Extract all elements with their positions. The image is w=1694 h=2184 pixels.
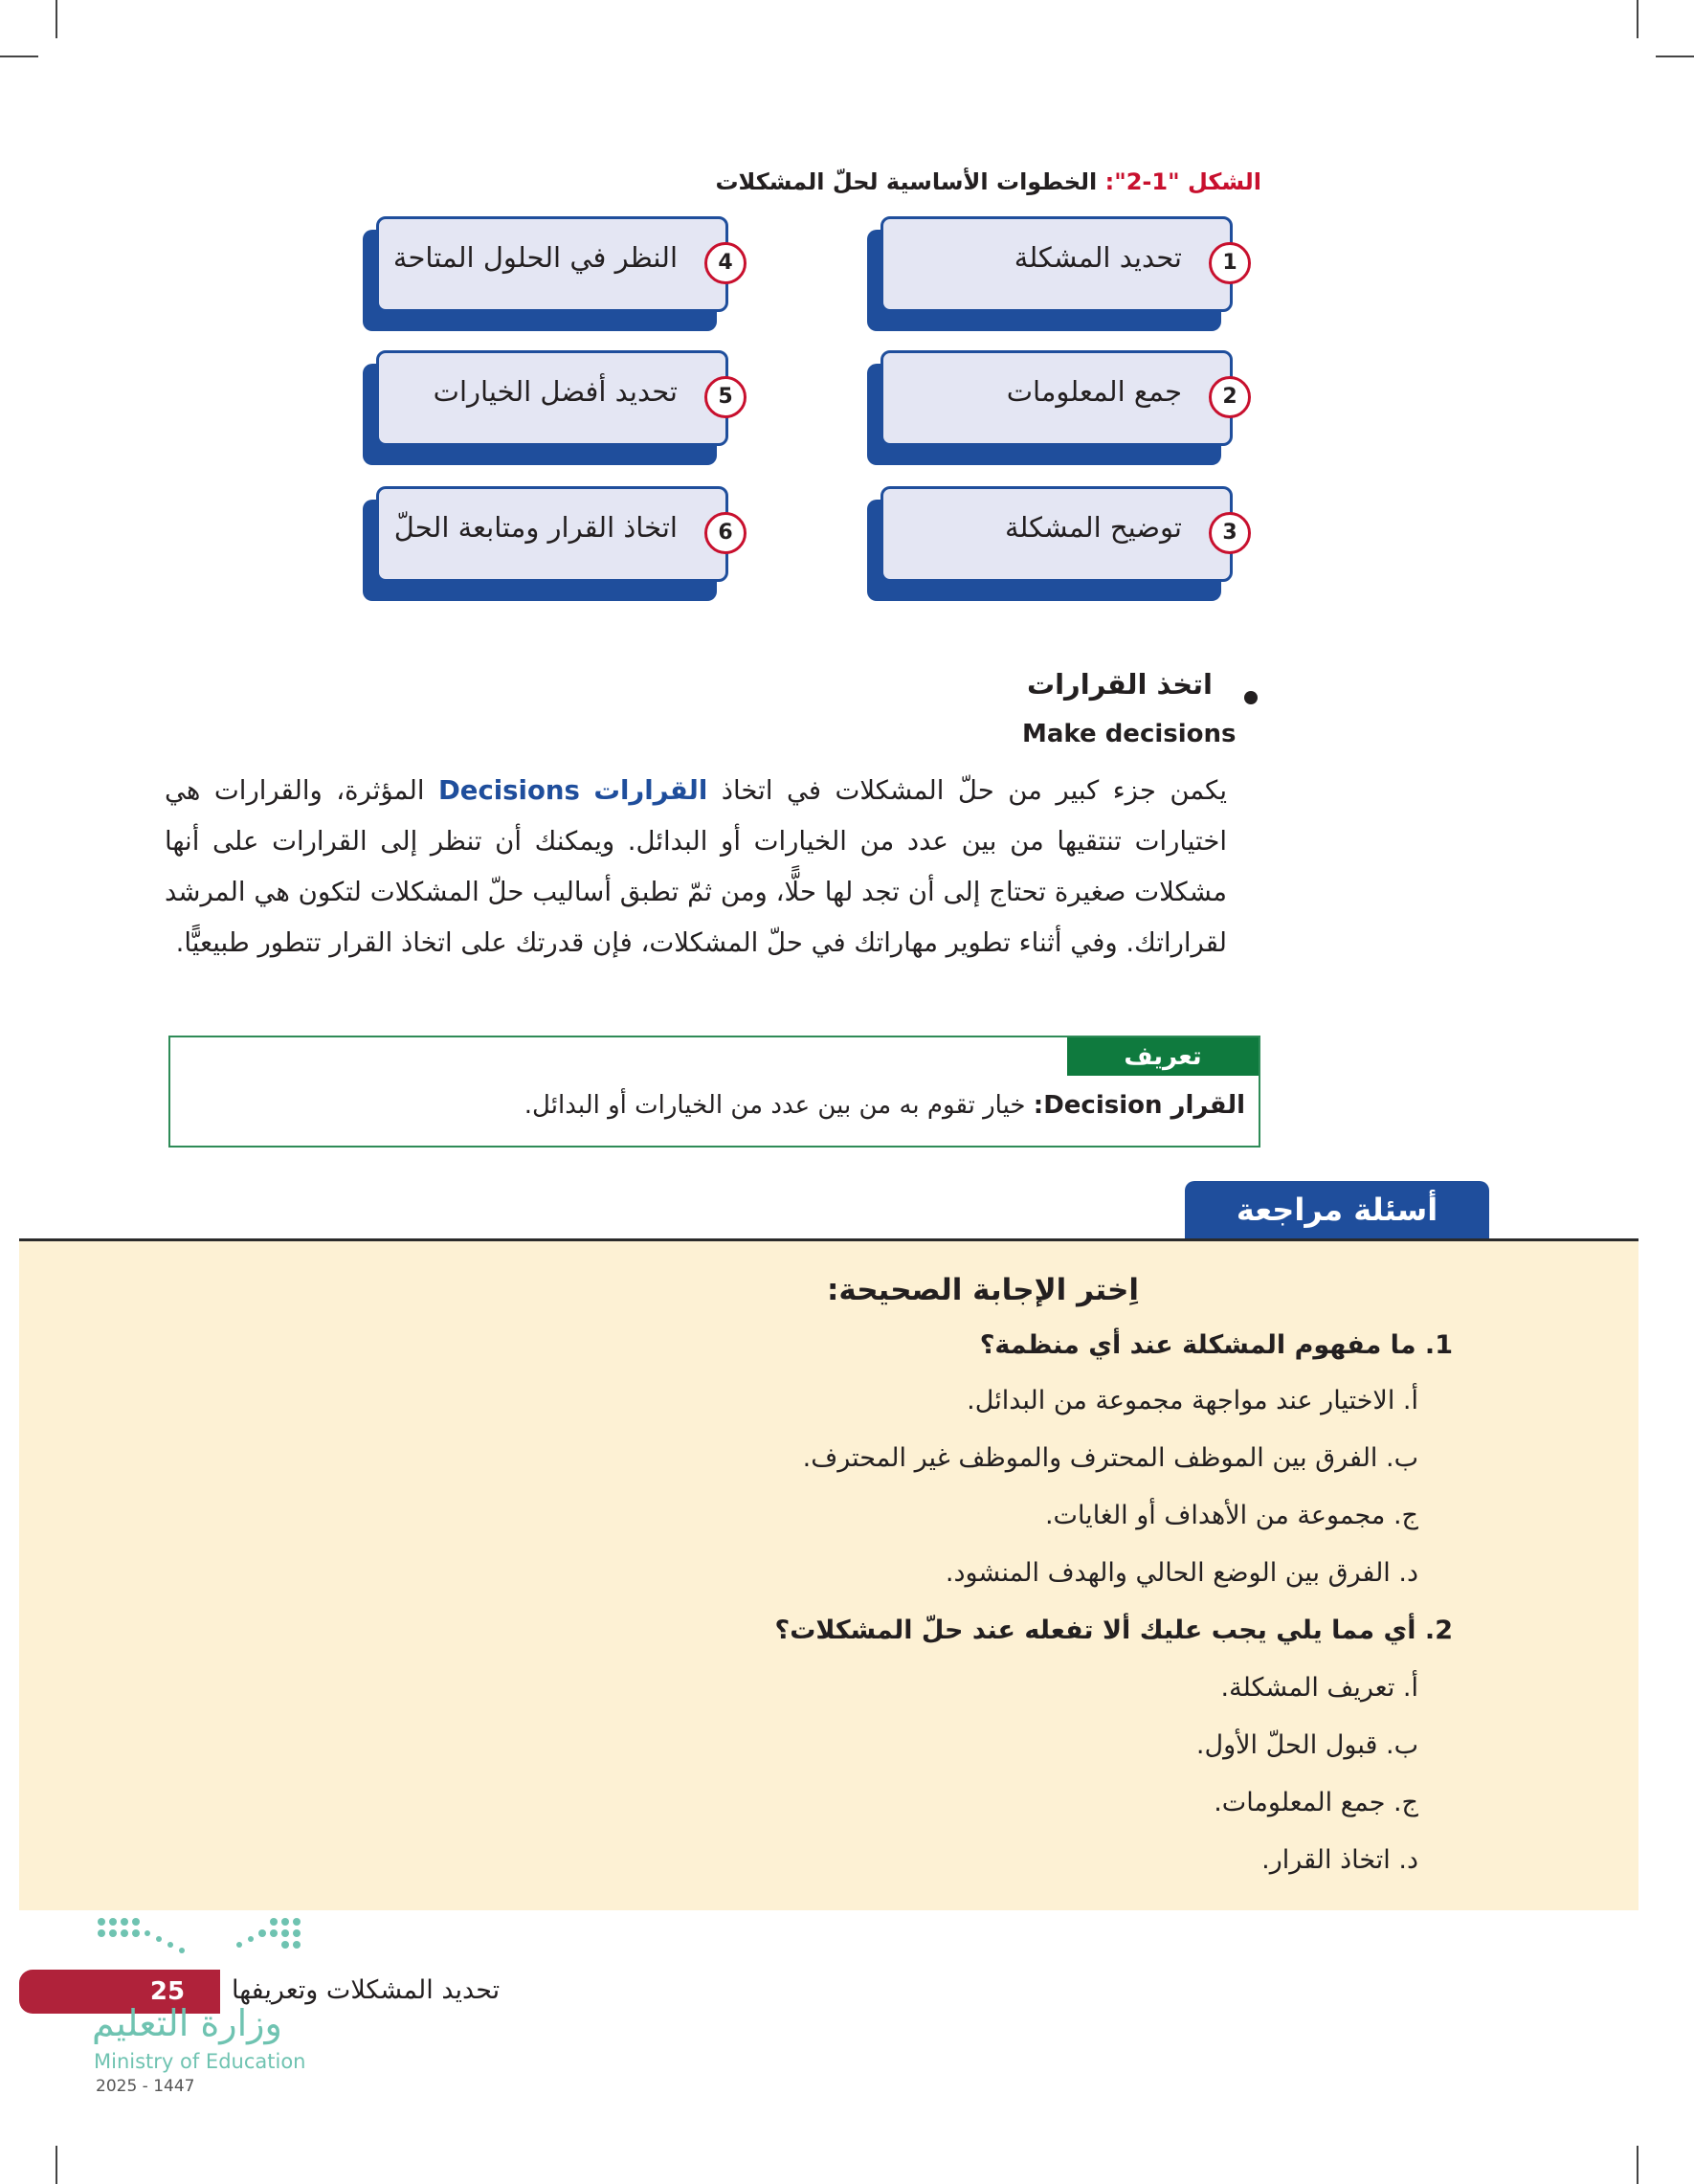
step-4 xyxy=(363,216,731,331)
question-1-option-d: د. الفرق بين الوضع الحالي والهدف المنشود. xyxy=(945,1558,1418,1588)
logo-text-en: Ministry of Education xyxy=(94,2050,306,2073)
figure-caption-text: الخطوات الأساسية لحلّ المشكلات xyxy=(715,168,1098,195)
question-1: 1. ما مفهوم المشكلة عند أي منظمة؟ xyxy=(979,1330,1453,1360)
definition-body: خيار تقوم به من بين عدد من الخيارات أو البدائل. xyxy=(524,1091,1034,1120)
step-label: توضيح المشكلة xyxy=(1004,511,1182,544)
keyword-ar: القرارات xyxy=(593,775,708,806)
page-number: 25 xyxy=(149,1977,186,2006)
step-number: 6 xyxy=(704,512,747,554)
definition-text xyxy=(524,1091,1245,1120)
crop-mark xyxy=(1637,2146,1638,2184)
section-title: اتخذ القرارات xyxy=(1026,668,1213,701)
review-instruction: اِختر الإجابة الصحيحة: xyxy=(827,1273,1139,1307)
question-2-option-c: ج. جمع المعلومات. xyxy=(1214,1788,1418,1817)
question-1-option-b: ب. الفرق بين الموظف المحترف والموظف غير المحترف. xyxy=(802,1443,1418,1473)
question-2-option-d: د. اتخاذ القرار. xyxy=(1261,1845,1418,1875)
definition-term: القرار Decision: xyxy=(1033,1091,1245,1120)
review-tab: أسئلة مراجعة xyxy=(1185,1181,1489,1238)
paragraph-text: يكمن جزء كبير من حلّ المشكلات في اتخاذ xyxy=(707,775,1228,806)
step-label: تحديد أفضل الخيارات xyxy=(433,375,678,408)
step-label: جمع المعلومات xyxy=(1006,375,1182,408)
bullet-icon xyxy=(1244,691,1258,704)
crop-mark xyxy=(0,56,38,57)
question-2-option-a: أ. تعريف المشكلة. xyxy=(1220,1673,1418,1703)
step-5 xyxy=(363,350,731,465)
step-number: 1 xyxy=(1209,242,1251,284)
ministry-logo-icon xyxy=(96,1916,306,1973)
figure-caption-label: الشكل "1-2": xyxy=(1104,168,1261,195)
step-3 xyxy=(867,486,1236,601)
step-number: 4 xyxy=(704,242,747,284)
step-label: تحديد المشكلة xyxy=(1014,241,1182,274)
crop-mark xyxy=(1656,56,1694,57)
chapter-title: تحديد المشكلات وتعريفها xyxy=(232,1975,501,2005)
step-2 xyxy=(867,350,1236,465)
step-number: 5 xyxy=(704,376,747,418)
step-label: النظر في الحلول المتاحة xyxy=(392,241,678,274)
review-divider xyxy=(19,1238,1638,1241)
step-number: 2 xyxy=(1209,376,1251,418)
question-2: 2. أي مما يلي يجب عليك ألا تفعله عند حلّ المشكلات؟ xyxy=(774,1616,1453,1645)
definition-tab: تعريف xyxy=(1067,1037,1259,1076)
question-1-option-a: أ. الاختيار عند مواجهة مجموعة من البدائل. xyxy=(967,1386,1418,1415)
body-paragraph xyxy=(165,766,1227,969)
crop-mark xyxy=(56,2146,57,2184)
crop-mark xyxy=(1637,0,1638,38)
step-6 xyxy=(363,486,731,601)
question-1-option-c: ج. مجموعة من الأهداف أو الغايات. xyxy=(1044,1501,1418,1530)
crop-mark xyxy=(56,0,57,38)
definition-box xyxy=(168,1036,1260,1148)
figure-caption xyxy=(715,168,1261,195)
section-title-en: Make decisions xyxy=(1022,720,1237,748)
step-1 xyxy=(867,216,1236,331)
paragraph-text: المؤثرة، والقرارات هي اختيارات تنتقيها من بين عدد من الخيارات أو البدائل. ويمكنك أن تنظر إلى القرارات على أنها مشكلات صغيرة تحتاج إلى أن تجد لها حلًّا، ومن ثمّ تطبق أساليب حلّ المشكلات لتكون هي المرشد لقراراتك. وفي أثناء تطوير مهاراتك في حلّ المشكلات، فإن قدرتك على اتخاذ القرار تتطور طبيعيًّا. xyxy=(165,775,1227,958)
logo-year: 2025 - 1447 xyxy=(96,2077,195,2096)
logo-text-ar: وزارة التعليم xyxy=(92,2002,282,2044)
step-number: 3 xyxy=(1209,512,1251,554)
question-2-option-b: ب. قبول الحلّ الأول. xyxy=(1195,1730,1418,1760)
keyword-en: Decisions xyxy=(437,775,580,806)
step-label: اتخاذ القرار ومتابعة الحلّ xyxy=(393,511,678,544)
